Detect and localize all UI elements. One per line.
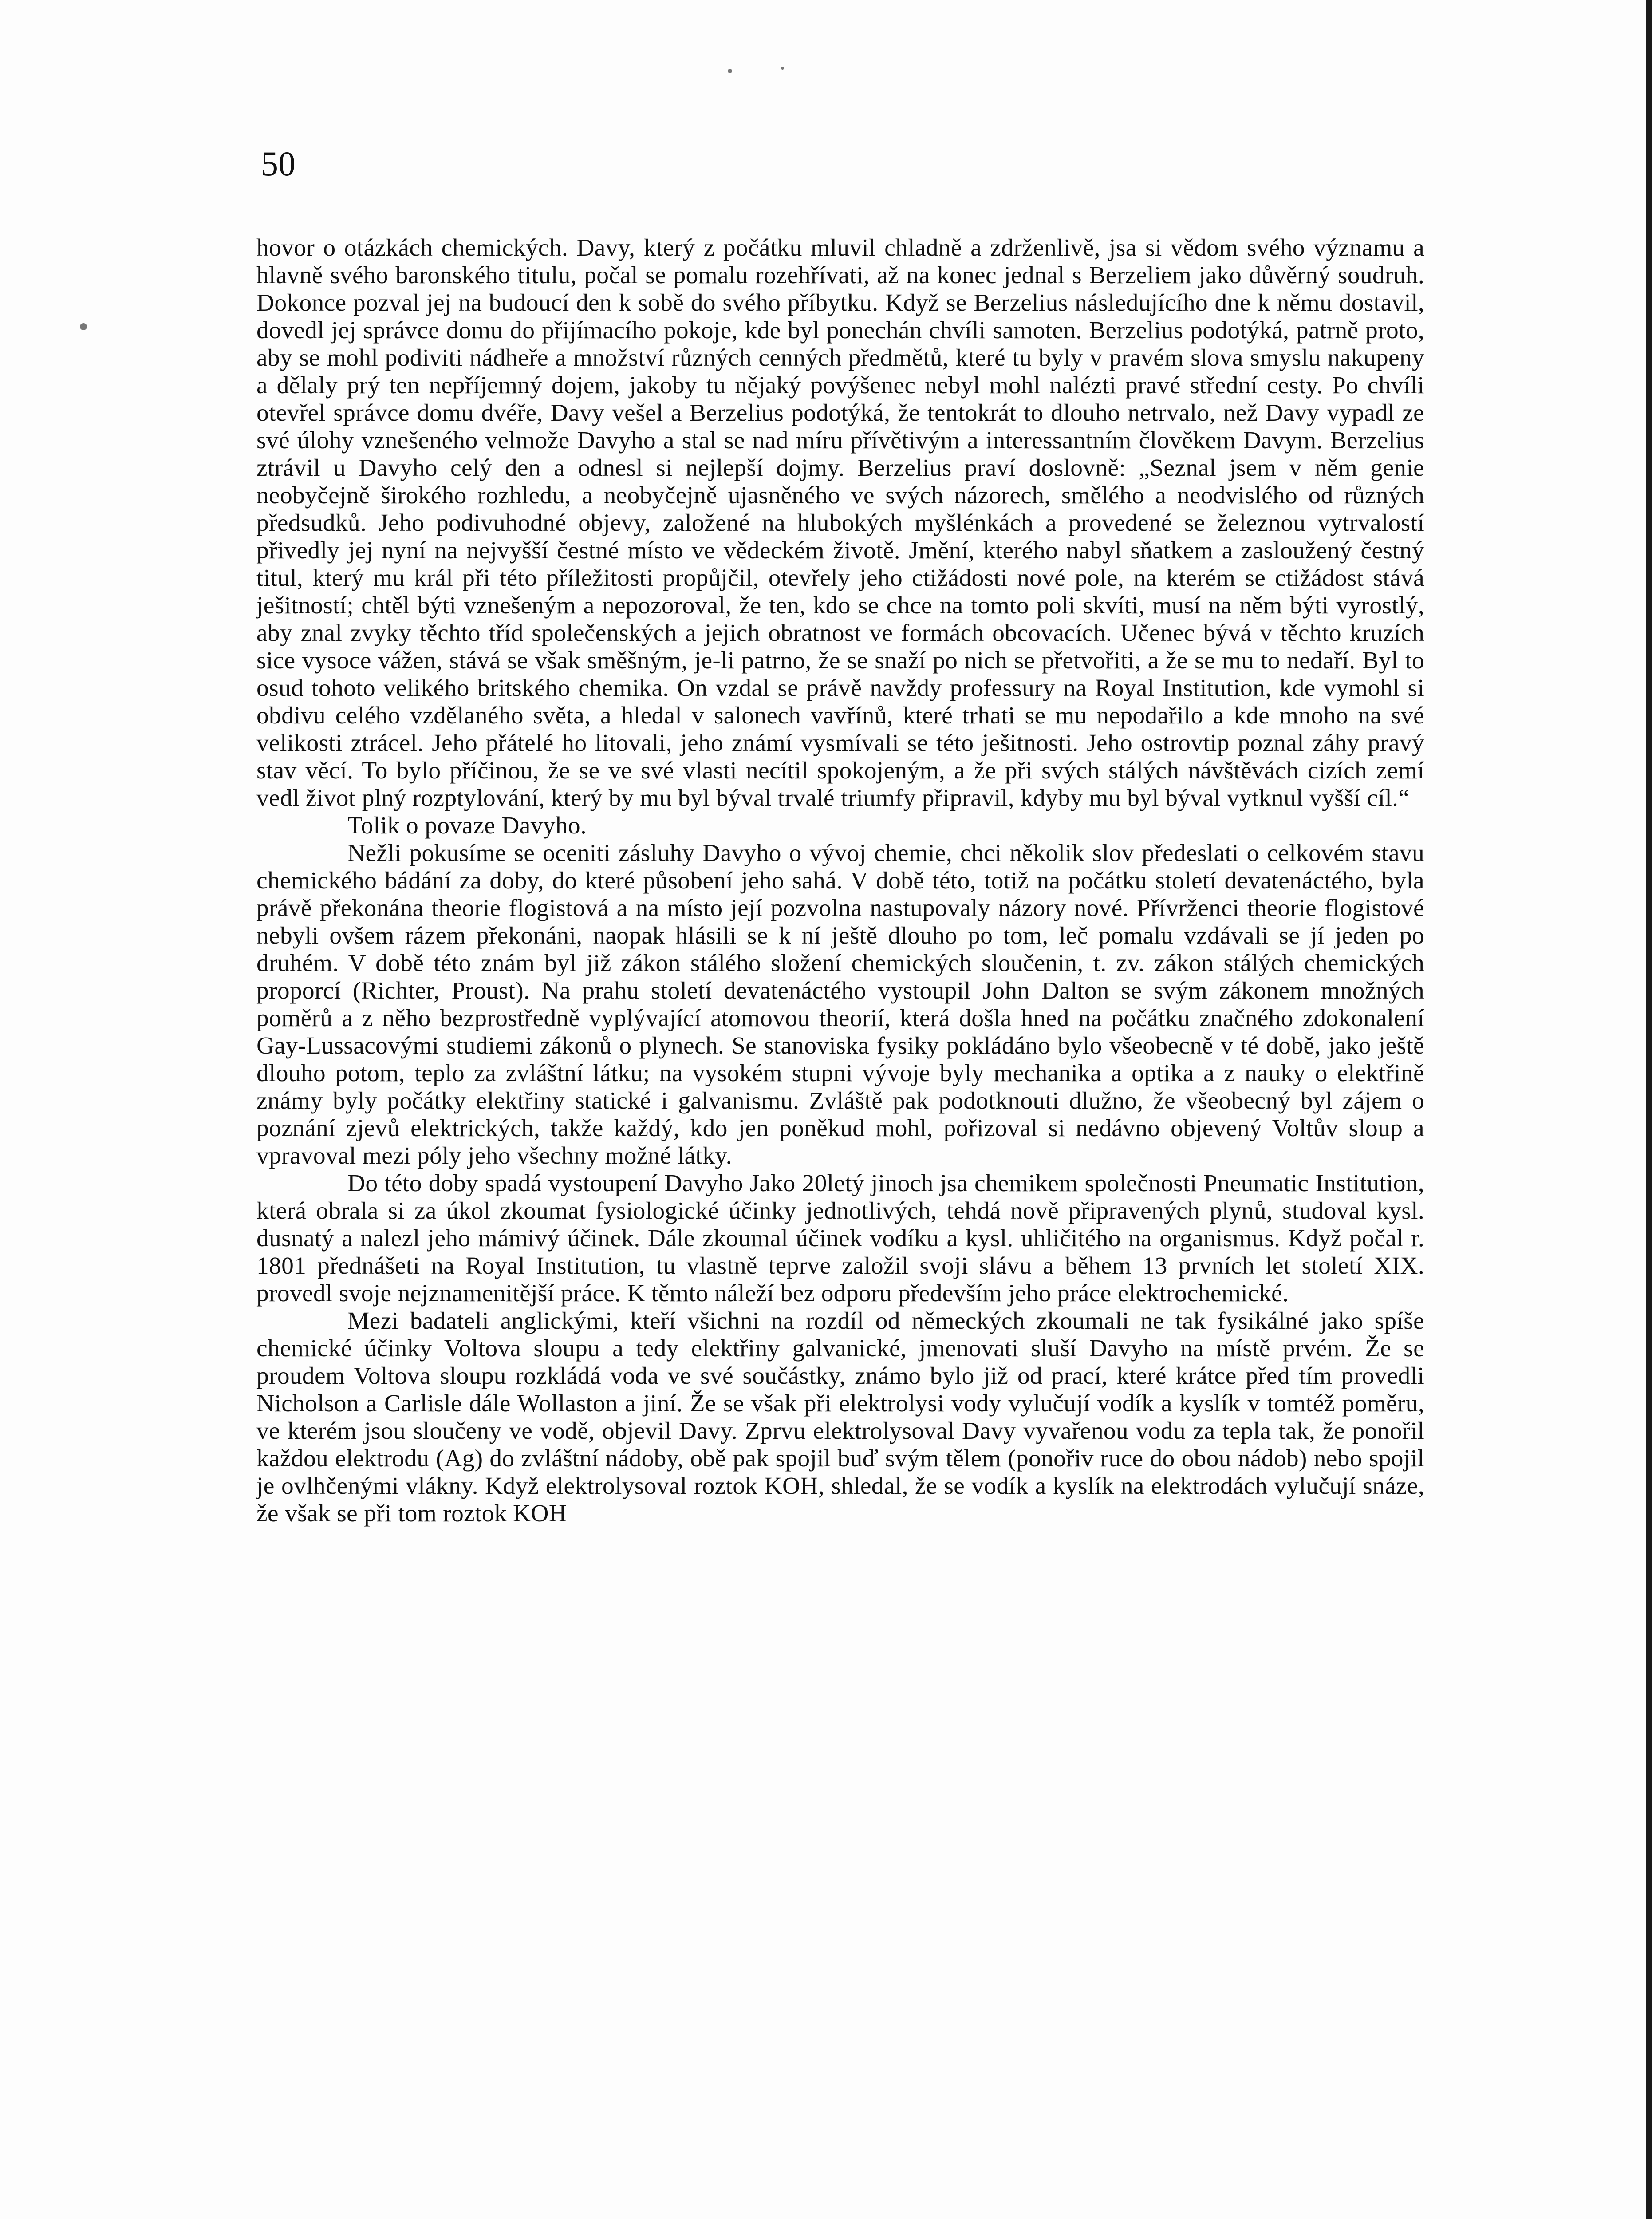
page-edge-shadow (1646, 0, 1652, 2219)
paragraph-state-of-chemistry: Nežli pokusíme se oceniti zásluhy Davyho o vývoj chemie, chci několik slov předeslati o celkovém stavu chemického bádání za doby, do které působení jeho sahá. V době této, totiž na počátku století devatenáctého, byla právě překonána theorie flogistová a na místo její pozvolna nastupovaly názory nové. Přívrženci theorie flogistové nebyli ovšem rázem překonáni, naopak hlásili se k ní ještě dlouho po tom, leč pomalu vzdávali se jí jeden po druhém. V době této znám byl již zákon stálého složení chemických sloučenin, t. zv. zákon stálých chemických proporcí (Richter, Proust). Na prahu století devatenáctého vystoupil John Dalton se svým zákonem množných poměrů a z něho bezprostředně vyplývající atomovou theorií, která došla hned na počátku značného zdokonalení Gay-Lussacovými studiemi zákonů o plynech. Se stanoviska fysiky pokládáno bylo všeobecně v té době, jako ještě dlouho potom, teplo za zvláštní látku; na vysokém stupni vývoje byly mechanika a optika a z nauky o elektřině známy byly počátky elektřiny statické i galvanismu. Zvláště pak podotknouti dlužno, že všeobecný byl zájem o poznání zjevů elektrických, takže každý, kdo jen poněkud mohl, pořizoval si nedávno objevený Voltův sloup a vpravoval mezi póly jeho všechny možné látky. (256, 840, 1424, 1169)
body-text (256, 234, 1424, 1528)
paragraph-davy-debut: Do této doby spadá vystoupení Davyho Jako 20letý jinoch jsa chemikem společnosti Pneumatic Institution, která obrala si za úkol zkoumat fysiologické účinky jednotlivých, tehdá nově připravených plynů, studoval kysl. dusnatý a nalezl jeho mámivý účinek. Dále zkoumal účinek vodíku a kysl. uhličitého na organismus. Když počal r. 1801 přednášeti na Royal Institution, tu vlastně teprve založil svoji slávu a během 13 prvních let století XIX. provedl svoje nejznamenitější práce. K těmto náleží bez odporu především jeho práce elektrochemické. (256, 1170, 1424, 1307)
paragraph-tolik: Tolik o povaze Davyho. (347, 812, 587, 839)
paragraph-berzelius-visit: hovor o otázkách chemických. Davy, který z počátku mluvil chladně a zdrženlivě, jsa si vědom svého významu a hlavně svého baronského titulu, počal se pomalu rozehřívati, až na konec jednal s Berzeliem jako důvěrný soudruh. Dokonce pozval jej na budoucí den k sobě do svého příbytku. Když se Berzelius následujícího dne k němu dostavil, dovedl jej správce domu do přijímacího pokoje, kde byl ponechán chvíli samoten. Berzelius podotýká, patrně proto, aby se mohl podiviti nádheře a množství různých cenných předmětů, které tu byly v pravém slova smyslu nakupeny a dělaly prý ten nepříjemný dojem, jakoby tu nějaký povýšenec nebyl mohl nalézti pravé střední cesty. Po chvíli otevřel správce domu dvéře, Davy vešel a Berzelius podotýká, že tentokrát to dlouho netrvalo, než Davy vypadl ze své úlohy vznešeného velmože Davyho a stal se nad míru přívětivým a interessantním člověkem Davym. Berzelius ztrávil u Davyho celý den a odnesl si nejlepší dojmy. Berzelius praví doslovně: „Seznal jsem v něm genie neobyčejně širokého rozhledu, a neobyčejně ujasněného ve svých názorech, smělého a neodvislého od různých předsudků. Jeho podivuhodné objevy, založené na hlubokých myšlénkách a provedené se železnou vytrvalostí přivedly jej nyní na nejvyšší čestné místo ve vědeckém životě. Jmění, kterého nabyl sňatkem a zasloužený čestný titul, který mu král při této příležitosti propůjčil, otevřely jeho ctižádosti nové pole, na kterém se ctižádost stává ješitností; chtěl býti vznešeným a nepozoroval, že ten, kdo se chce na tomto poli skvíti, musí na něm býti vyrostlý, aby znal zvyky těchto tříd společenských a jejich obratnost ve formách obcovacích. Učenec bývá v těchto kruzích sice vysoce vážen, stává se však směšným, je-li patrno, že se snaží po nich se přetvořiti, a že se mu to nedaří. Byl to osud tohoto velikého britského chemika. On vzdal se právě navždy professury na Royal Institution, kde vymohl si obdivu celého vzdělaného světa, a hledal v salonech vavřínů, které trhati se mu nepodařilo a kde mnoho na své velikosti ztrácel. Jeho přátelé ho litovali, jeho známí vysmívali se této ješitnosti. Jeho ostrovtip poznal záhy pravý stav věcí. To bylo příčinou, že se ve své vlasti necítil spokojeným, a že při svých stálých návštěvách cizích zemí vedl život plný rozptylování, který by mu byl býval trvalé triumfy připravil, kdyby mu byl býval vytknul vyšší cíl.“ (256, 234, 1424, 812)
scan-speck (781, 67, 784, 70)
page-number: 50 (261, 144, 296, 183)
scan-speck (728, 69, 732, 73)
scan-speck (80, 323, 87, 330)
paragraph-electrolysis: Mezi badateli anglickými, kteří všichni na rozdíl od německých zkoumali ne tak fysikálné jako spíše chemické účinky Voltova sloupu a tedy elektřiny galvanické, jmenovati sluší Davyho na místě prvém. Že se proudem Voltova sloupu rozkládá voda ve své součástky, známo bylo již od prací, které krátce před tím provedli Nicholson a Carlisle dále Wollaston a jiní. Že se však při elektrolysi vody vylučují vodík a kyslík v tomtéž poměru, ve kterém jsou sloučeny ve vodě, objevil Davy. Zprvu elektrolysoval Davy vyvařenou vodu za tepla tak, že ponořil každou elektrodu (Ag) do zvláštní nádoby, obě pak spojil buď svým tělem (ponořiv ruce do obou nádob) nebo spojil je ovlhčenými vlákny. Když elektrolysoval roztok KOH, shledal, že se vodík a kyslík na elektrodách vylučují snáze, že však se při tom roztok KOH (256, 1307, 1424, 1527)
